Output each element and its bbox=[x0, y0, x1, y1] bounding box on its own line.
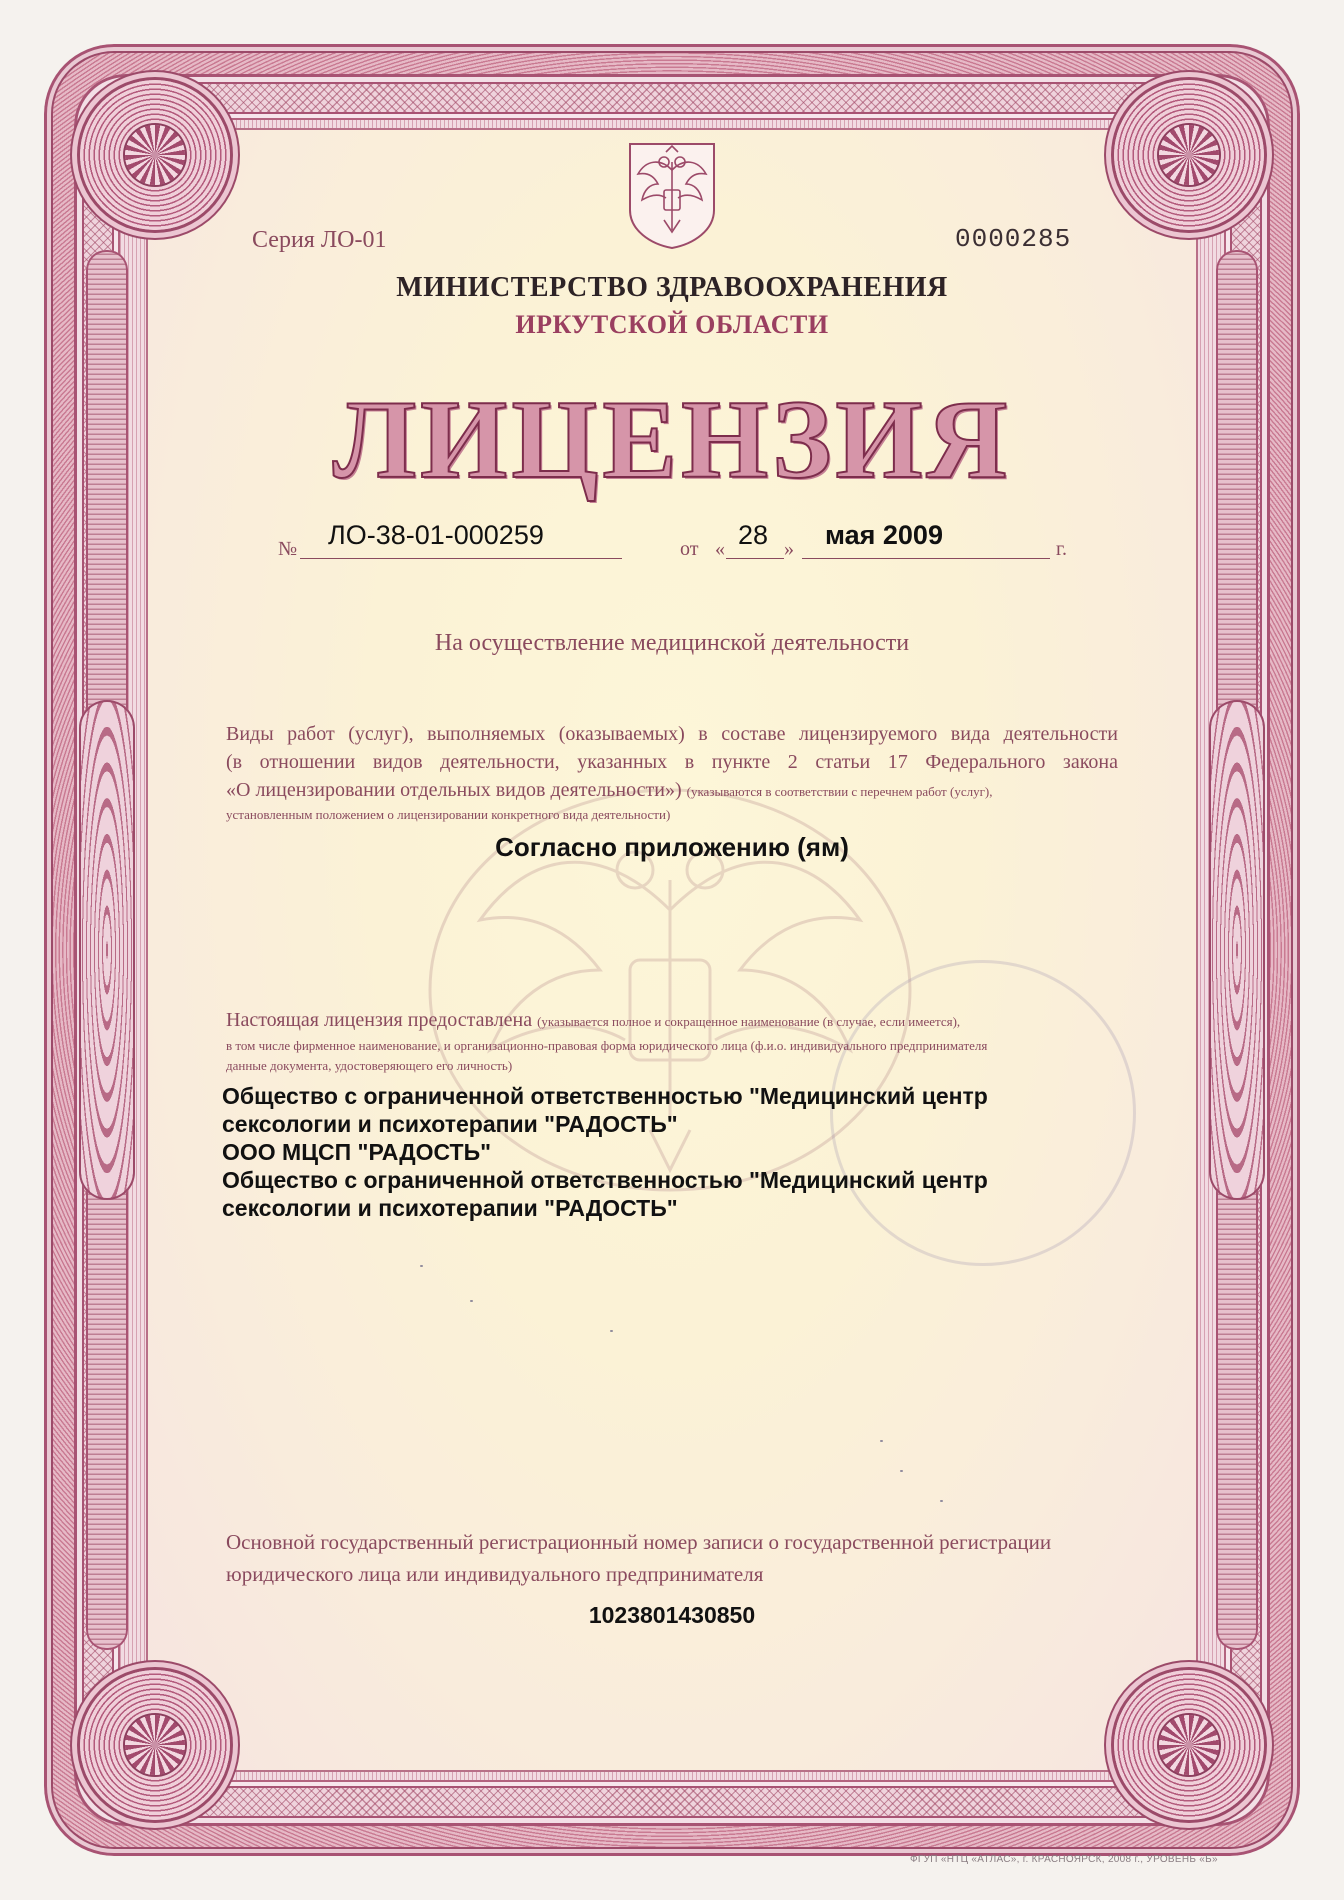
rosette-icon bbox=[1114, 80, 1264, 230]
coat-of-arms-icon bbox=[624, 140, 720, 250]
holder-line: ООО МЦСП "РАДОСТЬ" bbox=[222, 1139, 492, 1165]
registration-line: Основной государственный регистрационный номер записи о государственной регистрации bbox=[226, 1530, 1052, 1554]
quote-close: » bbox=[784, 538, 794, 560]
side-medallion-right bbox=[1209, 700, 1265, 1200]
side-medallion-left bbox=[79, 700, 135, 1200]
ink-speck bbox=[470, 1300, 473, 1302]
day-underline bbox=[726, 558, 784, 559]
document-title: ЛИЦЕНЗИЯ bbox=[332, 378, 1012, 502]
date-from-label: от bbox=[680, 538, 699, 560]
month-underline bbox=[802, 558, 1050, 559]
granted-note: в том числе фирменное наименование, и организационно-правовая форма юридического лица (ф.и.о. индивидуального предпринимателя bbox=[226, 1038, 988, 1053]
granted-note: данные документа, удостоверяющего его личность) bbox=[226, 1058, 513, 1073]
ink-speck bbox=[880, 1440, 883, 1442]
works-note: (указываются в соответствии с перечнем работ (услуг), bbox=[686, 784, 993, 799]
year-suffix: г. bbox=[1056, 538, 1067, 560]
ink-speck bbox=[900, 1470, 903, 1472]
license-holder bbox=[222, 1082, 988, 1222]
holder-line: сексологии и психотерапии "РАДОСТЬ" bbox=[222, 1195, 678, 1221]
ink-speck bbox=[420, 1265, 423, 1267]
rosette-icon bbox=[1114, 1670, 1264, 1820]
number-underline bbox=[300, 558, 622, 559]
number-sign: № bbox=[278, 538, 298, 560]
license-day: 28 bbox=[738, 520, 769, 550]
ink-speck bbox=[610, 1330, 613, 1332]
ministry-name: МИНИСТЕРСТВО ЗДРАВООХРАНЕНИЯ bbox=[396, 272, 948, 303]
works-description bbox=[226, 720, 1118, 824]
granted-line bbox=[226, 1006, 1118, 1036]
works-note: установленным положением о лицензировании конкретного вида деятельности) bbox=[226, 807, 671, 822]
works-line: (в отношении видов деятельности, указанных в пункте 2 статьи 17 Федерального закона bbox=[226, 751, 1118, 773]
granted-note: (указывается полное и сокращенное наименование (в случае, если имеется), bbox=[537, 1014, 961, 1029]
serial-number: 0000285 bbox=[955, 224, 1072, 254]
series-label: Серия ЛО-01 bbox=[252, 227, 387, 253]
holder-line: Общество с ограниченной ответственностью "Медицинский центр bbox=[222, 1083, 988, 1109]
region-name: ИРКУТСКОЙ ОБЛАСТИ bbox=[515, 310, 829, 339]
license-month-year: мая 2009 bbox=[825, 520, 943, 550]
registration-description bbox=[226, 1526, 1118, 1590]
granted-label: Настоящая лицензия предоставлена bbox=[226, 1009, 533, 1031]
ink-speck bbox=[940, 1500, 943, 1502]
granted-description bbox=[226, 1006, 1118, 1076]
license-number: ЛО-38-01-000259 bbox=[328, 520, 544, 550]
holder-line: Общество с ограниченной ответственностью "Медицинский центр bbox=[222, 1167, 988, 1193]
works-value: Согласно приложению (ям) bbox=[495, 832, 849, 862]
rosette-icon bbox=[80, 80, 230, 230]
registration-line: юридического лица или индивидуального предпринимателя bbox=[226, 1562, 764, 1586]
activity-title: На осуществление медицинской деятельности bbox=[434, 630, 910, 656]
works-line: Виды работ (услуг), выполняемых (оказываемых) в составе лицензируемого вида деятельности bbox=[226, 723, 1118, 745]
printer-imprint: ФГУП «НТЦ «АТЛАС», г. КРАСНОЯРСК, 2008 г., УРОВЕНЬ «Б» bbox=[910, 1854, 1218, 1865]
rosette-icon bbox=[80, 1670, 230, 1820]
works-line bbox=[226, 776, 1118, 806]
ogrn-number: 1023801430850 bbox=[588, 1602, 756, 1628]
holder-line: сексологии и психотерапии "РАДОСТЬ" bbox=[222, 1111, 678, 1137]
quote-open: « bbox=[715, 538, 725, 560]
works-law-name: «О лицензировании отдельных видов деятельности») bbox=[226, 779, 682, 801]
